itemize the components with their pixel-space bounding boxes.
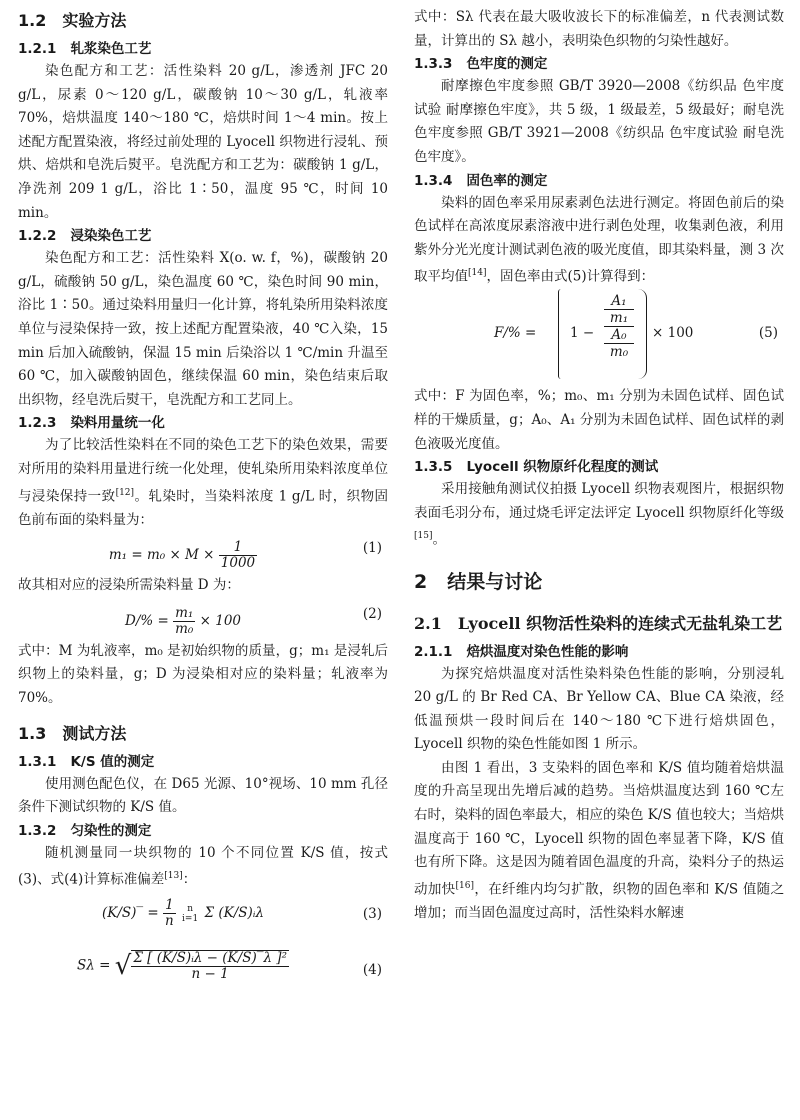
section-1-2-3-heading: 1.2.3 染料用量统一化 [18, 415, 165, 432]
section-1-2-1-heading: 1.2.1 轧浆染色工艺 [18, 41, 152, 57]
equation-1: m₁ = m₀ × M × $\frac{1}{1000}$ (1) [108, 539, 382, 572]
paragraph-sd-explain: 式中：Sλ 代表在最大吸收波长下的标准偏差，n 代表测试数量，计算出的 Sλ 越小，表明染色织物的匀染性越好。 [414, 9, 784, 49]
paragraph-ks-measure: 使用测色配色仪，在 D65 光源、10°视场、10 mm 孔径条件下测试织物的 K/S 值。 [18, 775, 388, 816]
section-1-3-5-heading: 1.3.5 Lyocell 织物原纤化程度的测试 [414, 459, 659, 476]
paragraph-d-intro: 故其相对应的浸染所需染料量 D 为： [18, 577, 240, 594]
citation-14: [14] [468, 268, 487, 279]
paragraph-dye-normalization: 为了比较活性染料在不同的染色工艺下的染色效果，需要对所用的染料用量进行统一化处理，使轧染所用染料浓度单位与浸染保持一致[12]。轧染时，当染料浓度 1 g/L 时，织物固色前布面的染料量为： [18, 437, 389, 528]
paragraph-baking-temp-b: 由图 1 看出，3 支染料的固色率和 K/S 值均随着焙烘温度的升高呈现出先增后减的趋势。当焙烘温度达到 160 ℃左右时，染料的固色率最大，相应的染色 K/S 值也较大；当焙烘温度高于 160 ℃，Lyocell 织物的固色率显著下降，K/S 值也有所下降。这是因为随着固色温度的升高，染料分子的热运动加快[16]，在纤维内均匀扩散，织物的固色率和 K/S 值随之增加；而当固色温度过高时，活性染料水解速 [414, 759, 785, 921]
section-1-3-2-heading: 1.3.2 匀染性的测定 [18, 822, 152, 839]
section-1-3-1-heading: 1.3.1 K/S 值的测定 [18, 753, 155, 770]
left-column [18, 6, 388, 1004]
equation-5: F/% = 1 − A₁ m₁ A₀ m₀ × 100 (5) [414, 289, 784, 385]
paragraph-baking-temp-a: 为探究焙烘温度对活性染料染色性能的影响，分别浸轧 20 g/L 的 Br Red CA、Br Yellow CA、Blue CA 染液，经低温预烘一段时间后在 140～180 ℃下进行焙烘固色，Lyocell 织物的染色性能如图 1 所示。 [414, 665, 784, 753]
right-column [414, 6, 784, 926]
paragraph-fixation: 染料的固色率采用尿素剥色法进行测定。将固色前后的染色试样在高浓度尿素溶液中进行剥色处理，收集剥色液，利用紫外分光光度计测试剥色液的吸光度值，即其染料量，测 3 次取平均值[14]，固色率由式(5)计算得到： [414, 194, 784, 285]
paragraph-levelness: 随机测量同一块织物的 10 个不同位置 K/S 值，按式(3)、式(4)计算标准偏差[13]： [18, 844, 388, 888]
citation-16: [16] [455, 880, 475, 891]
equation-2: D/% = $\frac{\text{m₁}}{\text{m₀}}$ × 100 (2) [125, 604, 382, 637]
equation-3: (K/S)‾ = $\frac{1}{n}$ n i=1 Σ (K/S)ᵢλ (3) [101, 897, 382, 930]
paragraph-symbols-1: 式中：M 为轧液率，m₀ 是初始织物的质量，g；m₁ 是浸轧后织物上的染料量，g；D 为浸染相对应的染料量；轧液率为 70%。 [18, 642, 388, 706]
section-1-3-4-heading: 1.3.4 固色率的测定 [414, 172, 548, 189]
paragraph-fastness: 耐摩擦色牢度参照 GB/T 3920—2008《纺织品 色牢度试验 耐摩擦色牢度》，共 5 级，1 级最差，5 级最好；耐皂洗色牢度参照 GB/T 3921—2008《纺织品 色牢度试验 耐皂洗色牢度》。 [414, 78, 784, 165]
left-paren [558, 289, 561, 379]
section-2-1-1-heading: 2.1.1 焙烘温度对染色性能的影响 [414, 643, 629, 660]
section-1-2-2-heading: 1.2.2 浸染染色工艺 [18, 228, 152, 245]
equation-4: Sλ = √ $\frac{\text{Σ [ (K/S)ᵢλ − (K/S)‾λ ]²}}{n - 1}$ (4) [77, 950, 382, 983]
paragraph-exhaust-dyeing: 染色配方和工艺：活性染料 X(o. w. f，%)，碳酸钠 20 g/L，硫酸钠 50 g/L，染色温度 60 ℃，染色时间 90 min，浴比 1∶50。通过染料用量归一化计算，将轧染所用染料浓度单位与浸染保持一致，按上述配方配置染液，40 ℃入染，15 min 后加入硫酸钠，保温 15 min 后染浴以 1 ℃/min 升温至 60 ℃，加入碳酸钠固色，继续保温 60 min，染色结束后取出织物，经皂洗后熨干，皂洗配方和工艺同上。 [18, 250, 388, 408]
section-1-3-heading: 1.3 测试方法 [18, 723, 127, 743]
section-2-1-heading: 2.1 Lyocell 织物活性染料的连续式无盐轧染工艺 [414, 613, 783, 633]
citation-12: [12] [115, 487, 135, 498]
citation-13: [13] [164, 871, 183, 882]
section-1-3-3-heading: 1.3.3 色牢度的测定 [414, 56, 548, 73]
right-paren [638, 289, 647, 379]
paragraph-pad-dyeing: 染色配方和工艺：活性染料 20 g/L，渗透剂 JFC 20 g/L，尿素 0～120 g/L，碳酸钠 10～30 g/L，轧液率 70%，焙烘温度 140～180 ℃，焙烘时间 1～4 min。按上述配方配置染液，将经过前处理的 Lyocell 织物进行浸轧、预烘、焙烘和皂洗后熨平。皂洗配方和工艺为：碳酸钠 1 g/L，净洗剂 209 1 g/L，浴比 1∶50，温度 95 ℃，时间 10 min。 [18, 63, 388, 221]
section-1-2-heading: 1.2 实验方法 [18, 11, 127, 30]
paragraph-fibrillation: 采用接触角测试仪拍摄 Lyocell 织物表观图片，根据织物表面毛羽分布，通过烧毛评定法评定 Lyocell 织物原纤化等级[15]。 [414, 481, 784, 548]
citation-15: [15] [414, 531, 433, 542]
paragraph-symbols-5: 式中：F 为固色率，%；m₀、m₁ 分别为未固色试样、固色试样的干燥质量，g；A₀、A₁ 分别为未固色试样、固色试样的剥色液吸光度值。 [414, 388, 784, 452]
section-2-heading: 2 结果与讨论 [414, 570, 543, 593]
